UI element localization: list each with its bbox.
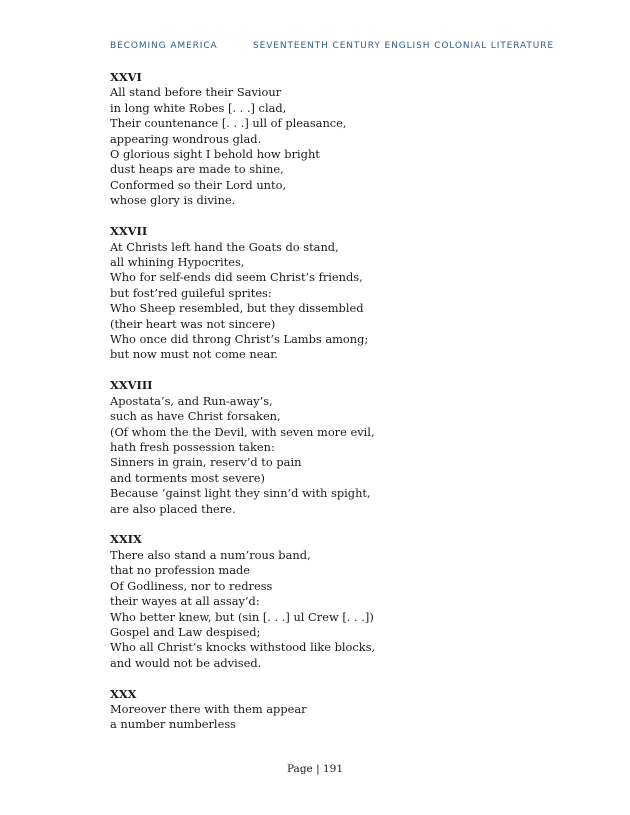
header-book-title: BECOMING AMERICA [110, 41, 218, 51]
stanza [110, 378, 530, 517]
poem-line: and torments most severe) [110, 470, 265, 485]
poem-line: a number numberless [110, 717, 237, 732]
poem-line: Who for self-ends did seem Christ’s friends, [110, 270, 363, 285]
poem-line: Who all Christ’s knocks withstood like blocks, [110, 640, 376, 655]
stanza-title: XXVII [110, 224, 148, 239]
poem-line: Moreover there with them appear [110, 702, 307, 717]
poem-line: Who Sheep resembled, but they dissembled [110, 301, 364, 316]
poem-line: appearing wondrous glad. [110, 131, 262, 146]
poem-line: and would not be advised. [110, 655, 262, 670]
stanza [110, 687, 530, 733]
stanza [110, 532, 530, 671]
poem-line: Their countenance [. . .] ull of pleasance, [110, 116, 347, 131]
stanza-title: XXX [110, 686, 137, 701]
stanza [110, 70, 530, 209]
poem-line: Conformed so their Lord unto, [110, 177, 287, 192]
poem-line: hath fresh possession taken: [110, 439, 275, 454]
poem-line: but fost’red guileful sprites: [110, 285, 272, 300]
poem-line: such as have Christ forsaken, [110, 409, 281, 424]
poem-line: their wayes at all assay’d: [110, 594, 260, 609]
stanza-title: XXIX [110, 532, 142, 547]
stanza-title: XXVI [110, 70, 142, 84]
poem-line: all whining Hypocrites, [110, 254, 245, 269]
poem-line: (their heart was not sincere) [110, 316, 276, 331]
poem-line: Gospel and Law despised; [110, 624, 261, 639]
poem-line: Of Godliness, nor to redress [110, 578, 273, 593]
poem-line: Apostata’s, and Run-away’s, [110, 393, 273, 408]
poem-line: There also stand a num’rous band, [110, 547, 311, 562]
poem-line: (Of whom the the Devil, with seven more evil, [110, 424, 375, 439]
header-section-title: SEVENTEENTH CENTURY ENGLISH COLONIAL LITERATURE [253, 41, 555, 51]
poem-line: At Christs left hand the Goats do stand, [110, 239, 339, 254]
poem-line: in long white Robes [. . .] clad, [110, 100, 287, 115]
stanza [110, 224, 530, 363]
poem-line: whose glory is divine. [110, 193, 236, 208]
poem-line: but now must not come near. [110, 347, 279, 362]
poem-line: Who once did throng Christ’s Lambs among; [110, 332, 369, 346]
poem-line: are also placed there. [110, 501, 236, 516]
poem-line: O glorious sight I behold how bright [110, 147, 320, 162]
poem-line: dust heaps are made to shine, [110, 162, 284, 177]
poem-line: Because ‘gainst light they sinn’d with spight, [110, 486, 371, 501]
poem-line: Sinners in grain, reserv’d to pain [110, 455, 302, 470]
poem-line: Who better knew, but (sin [. . .] ul Crew [. . .]) [110, 609, 374, 624]
poem-line: that no profession made [110, 563, 251, 578]
poem-line: All stand before their Saviour [110, 85, 282, 100]
stanza-title: XXVIII [110, 378, 153, 393]
poem-body [110, 70, 530, 748]
page-number: Page | 191 [286, 763, 344, 775]
